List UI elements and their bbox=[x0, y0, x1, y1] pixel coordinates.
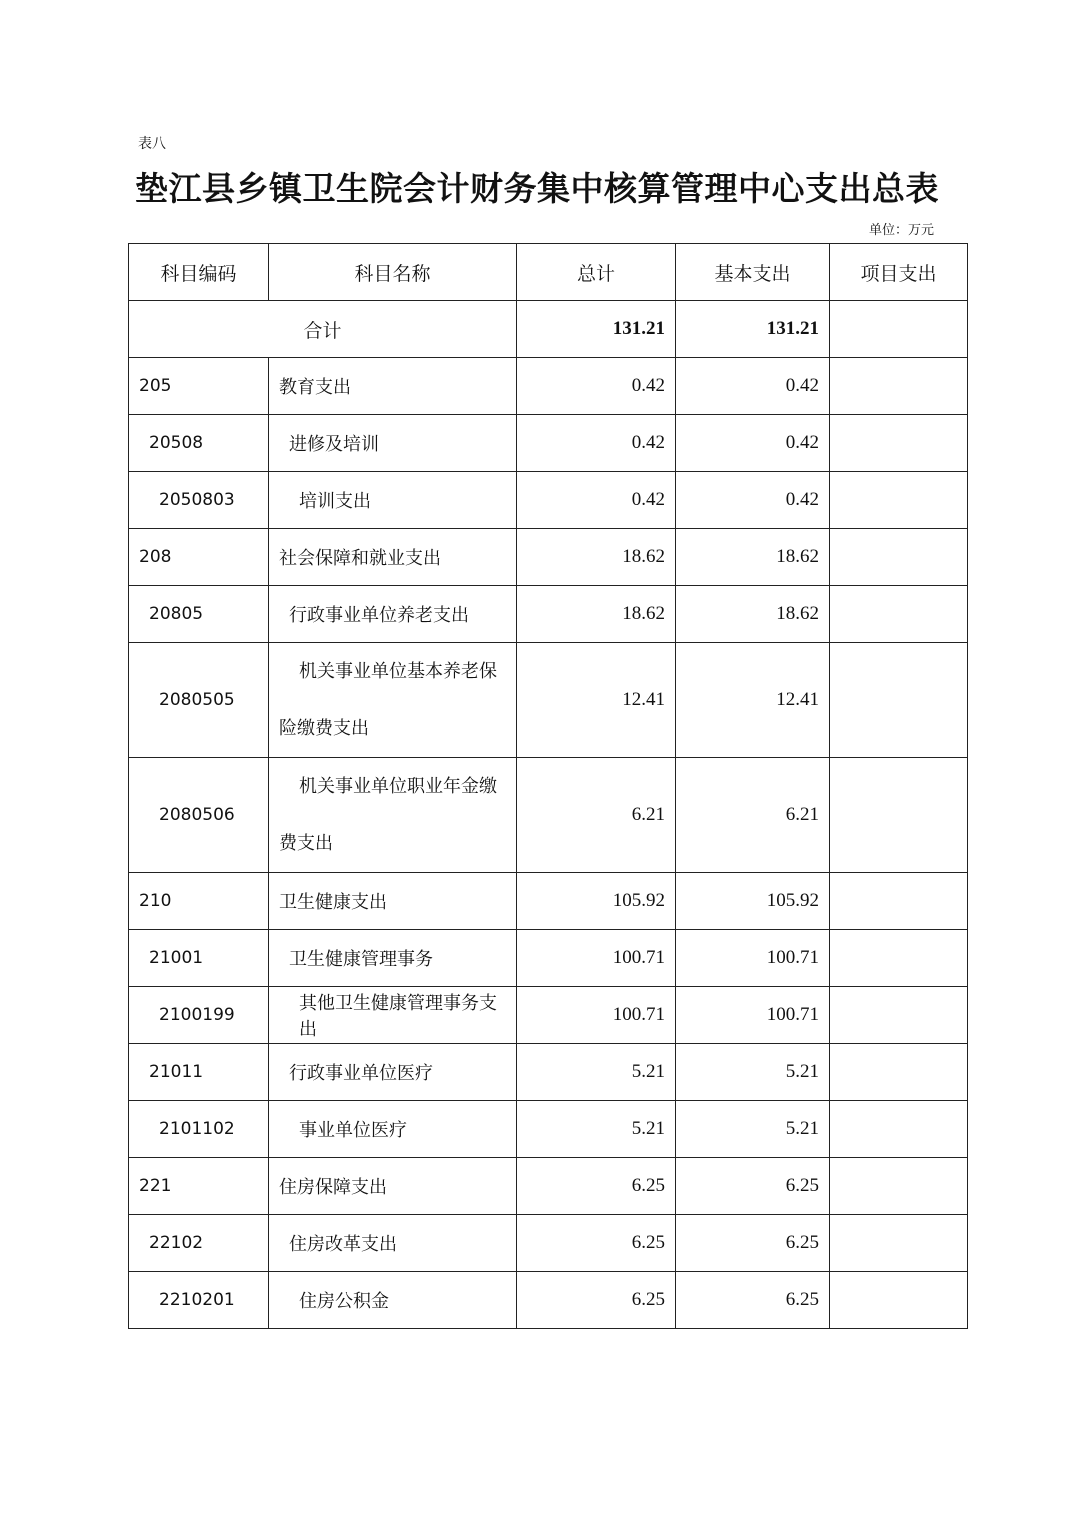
row-name: 住房改革支出 bbox=[269, 1215, 517, 1272]
row-basic: 12.41 bbox=[676, 643, 830, 758]
row-code: 2210201 bbox=[129, 1272, 269, 1329]
header-total: 总计 bbox=[517, 244, 676, 301]
table-row bbox=[129, 873, 968, 930]
row-project bbox=[830, 358, 968, 415]
row-code: 21011 bbox=[129, 1044, 269, 1101]
row-code: 2100199 bbox=[129, 987, 269, 1044]
row-basic: 0.42 bbox=[676, 358, 830, 415]
row-name: 住房公积金 bbox=[269, 1272, 517, 1329]
row-total: 6.25 bbox=[517, 1215, 676, 1272]
row-total: 105.92 bbox=[517, 873, 676, 930]
total-basic: 131.21 bbox=[676, 301, 830, 358]
row-total: 0.42 bbox=[517, 472, 676, 529]
row-name-text: 机关事业单位职业年金缴费支出 bbox=[279, 776, 497, 854]
row-total: 0.42 bbox=[517, 415, 676, 472]
total-label: 合计 bbox=[129, 301, 517, 358]
row-total: 100.71 bbox=[517, 930, 676, 987]
row-basic: 105.92 bbox=[676, 873, 830, 930]
row-name: 进修及培训 bbox=[269, 415, 517, 472]
row-basic: 6.25 bbox=[676, 1158, 830, 1215]
table-row bbox=[129, 987, 968, 1044]
row-name-text: 机关事业单位基本养老保险缴费支出 bbox=[279, 661, 497, 739]
table-row bbox=[129, 1101, 968, 1158]
row-name: 其他卫生健康管理事务支出 bbox=[269, 987, 517, 1044]
row-project bbox=[830, 873, 968, 930]
row-basic: 18.62 bbox=[676, 529, 830, 586]
header-row bbox=[129, 244, 968, 301]
row-total: 5.21 bbox=[517, 1101, 676, 1158]
header-basic: 基本支出 bbox=[676, 244, 830, 301]
row-project bbox=[830, 1215, 968, 1272]
row-total: 6.25 bbox=[517, 1158, 676, 1215]
row-total: 18.62 bbox=[517, 586, 676, 643]
row-basic: 100.71 bbox=[676, 987, 830, 1044]
row-basic: 100.71 bbox=[676, 930, 830, 987]
row-basic: 6.25 bbox=[676, 1215, 830, 1272]
row-code: 2080506 bbox=[129, 758, 269, 873]
row-name bbox=[269, 643, 517, 758]
row-code: 205 bbox=[129, 358, 269, 415]
row-project bbox=[830, 1272, 968, 1329]
row-code: 221 bbox=[129, 1158, 269, 1215]
expenditure-table bbox=[128, 243, 968, 1329]
table-row bbox=[129, 529, 968, 586]
row-project bbox=[830, 586, 968, 643]
row-basic: 18.62 bbox=[676, 586, 830, 643]
row-project bbox=[830, 758, 968, 873]
row-project bbox=[830, 529, 968, 586]
row-total: 6.25 bbox=[517, 1272, 676, 1329]
row-name: 行政事业单位养老支出 bbox=[269, 586, 517, 643]
unit-label: 单位：万元 bbox=[868, 223, 934, 238]
page-title: 垫江县乡镇卫生院会计财务集中核算管理中心支出总表 bbox=[135, 169, 939, 208]
row-total: 0.42 bbox=[517, 358, 676, 415]
row-code: 21001 bbox=[129, 930, 269, 987]
row-name: 教育支出 bbox=[269, 358, 517, 415]
row-total: 100.71 bbox=[517, 987, 676, 1044]
row-code: 2080505 bbox=[129, 643, 269, 758]
row-project bbox=[830, 415, 968, 472]
row-name: 住房保障支出 bbox=[269, 1158, 517, 1215]
row-basic: 6.21 bbox=[676, 758, 830, 873]
row-name: 培训支出 bbox=[269, 472, 517, 529]
row-project bbox=[830, 930, 968, 987]
header-code: 科目编码 bbox=[129, 244, 269, 301]
row-code: 2050803 bbox=[129, 472, 269, 529]
row-code: 208 bbox=[129, 529, 269, 586]
table-row bbox=[129, 930, 968, 987]
row-name: 卫生健康支出 bbox=[269, 873, 517, 930]
row-basic: 5.21 bbox=[676, 1101, 830, 1158]
table-row bbox=[129, 643, 968, 758]
table-row bbox=[129, 415, 968, 472]
row-project bbox=[830, 1101, 968, 1158]
row-total: 18.62 bbox=[517, 529, 676, 586]
header-name: 科目名称 bbox=[269, 244, 517, 301]
row-name: 行政事业单位医疗 bbox=[269, 1044, 517, 1101]
table-row bbox=[129, 1158, 968, 1215]
row-name: 事业单位医疗 bbox=[269, 1101, 517, 1158]
total-project bbox=[830, 301, 968, 358]
row-code: 20805 bbox=[129, 586, 269, 643]
table-row bbox=[129, 472, 968, 529]
row-name: 卫生健康管理事务 bbox=[269, 930, 517, 987]
row-basic: 5.21 bbox=[676, 1044, 830, 1101]
row-code: 210 bbox=[129, 873, 269, 930]
row-code: 20508 bbox=[129, 415, 269, 472]
row-total: 12.41 bbox=[517, 643, 676, 758]
total-row bbox=[129, 301, 968, 358]
row-basic: 0.42 bbox=[676, 415, 830, 472]
row-name bbox=[269, 758, 517, 873]
table-row bbox=[129, 358, 968, 415]
table-number: 表八 bbox=[138, 136, 166, 152]
row-basic: 6.25 bbox=[676, 1272, 830, 1329]
table-row bbox=[129, 1272, 968, 1329]
table-row bbox=[129, 758, 968, 873]
row-total: 6.21 bbox=[517, 758, 676, 873]
row-project bbox=[830, 1044, 968, 1101]
row-project bbox=[830, 987, 968, 1044]
total-total: 131.21 bbox=[517, 301, 676, 358]
row-project bbox=[830, 1158, 968, 1215]
row-name: 社会保障和就业支出 bbox=[269, 529, 517, 586]
row-code: 2101102 bbox=[129, 1101, 269, 1158]
row-project bbox=[830, 643, 968, 758]
table-row bbox=[129, 1215, 968, 1272]
row-project bbox=[830, 472, 968, 529]
table-row bbox=[129, 586, 968, 643]
row-code: 22102 bbox=[129, 1215, 269, 1272]
table-row bbox=[129, 1044, 968, 1101]
header-project: 项目支出 bbox=[830, 244, 968, 301]
row-total: 5.21 bbox=[517, 1044, 676, 1101]
row-basic: 0.42 bbox=[676, 472, 830, 529]
